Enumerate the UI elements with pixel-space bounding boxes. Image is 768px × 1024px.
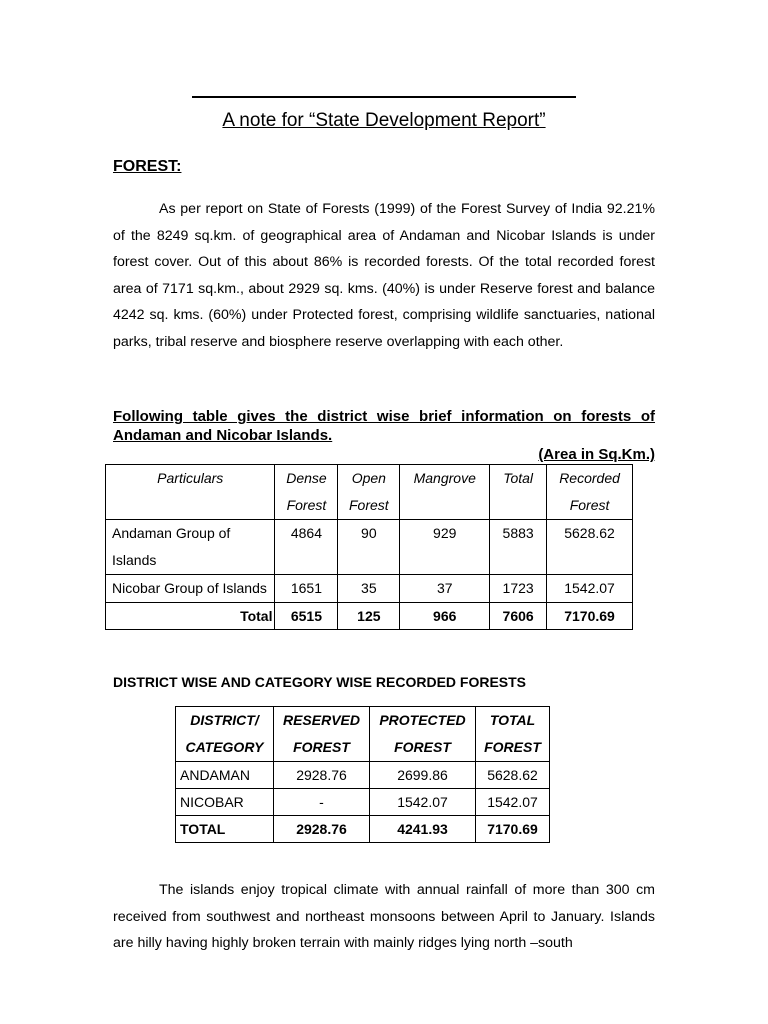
total-label: TOTAL (176, 816, 274, 843)
table-cell: 2928.76 (274, 816, 370, 843)
header-cell: RESERVED FOREST (274, 707, 370, 762)
table-cell: 1723 (490, 575, 547, 603)
table-cell: 1542.07 (547, 575, 633, 603)
table-cell: 125 (338, 603, 400, 630)
table-cell: 966 (400, 603, 490, 630)
table-cell: 1542.07 (370, 789, 476, 816)
table-cell: 4241.93 (370, 816, 476, 843)
row-label: Nicobar Group of Islands (106, 575, 275, 603)
total-label: Total (106, 603, 275, 630)
header-cell: DISTRICT/ CATEGORY (176, 707, 274, 762)
section-heading-forest: FOREST: (113, 158, 182, 175)
header-cell: PROTECTED FOREST (370, 707, 476, 762)
table-row (176, 789, 550, 816)
table-cell: 90 (338, 520, 400, 575)
district-forest-table (105, 464, 633, 630)
table-cell: 1651 (275, 575, 338, 603)
row-label: NICOBAR (176, 789, 274, 816)
header-cell: Open Forest (338, 465, 400, 520)
table-row (106, 520, 633, 575)
table-cell: 6515 (275, 603, 338, 630)
table-row (106, 575, 633, 603)
row-label: Andaman Group of Islands (106, 520, 275, 575)
table-cell: 35 (338, 575, 400, 603)
header-cell: Particulars (106, 465, 275, 520)
table1-unit-note: (Area in Sq.Km.) (538, 446, 655, 463)
forest-paragraph: As per report on State of Forests (1999) of the Forest Survey of India 92.21% of the 8249 sq.km. of geographical area of Andaman and Nicobar Islands is under forest cover. Out of this about 86% is recorded forests. Of the total recorded forest area of 7171 sq.km., about 2929 sq. kms. (40%) is under Reserve forest and balance 4242 sq. kms. (60%) under Protected forest, comprising wildlife sanctuaries, national parks, tribal reserve and biosphere reserve overlapping with each other. (113, 201, 655, 350)
table-cell: 929 (400, 520, 490, 575)
table-header-row (176, 707, 550, 762)
table-header-row (106, 465, 633, 520)
header-cell: Recorded Forest (547, 465, 633, 520)
table-total-row (106, 603, 633, 630)
table-total-row (176, 816, 550, 843)
table-cell: 37 (400, 575, 490, 603)
row-label: ANDAMAN (176, 762, 274, 789)
table-cell: 4864 (275, 520, 338, 575)
table-cell: 2699.86 (370, 762, 476, 789)
table-cell: 5883 (490, 520, 547, 575)
header-cell: Total (490, 465, 547, 520)
table-cell: 5628.62 (547, 520, 633, 575)
header-cell: TOTAL FOREST (476, 707, 550, 762)
top-rule (192, 96, 576, 98)
table-cell: 7170.69 (476, 816, 550, 843)
document-title: A note for “State Development Report” (222, 110, 546, 131)
table1-intro: Following table gives the district wise brief information on forests of Andaman and Nicobar Islands. (113, 408, 655, 444)
table-row (176, 762, 550, 789)
header-cell: Mangrove (400, 465, 490, 520)
table-cell: - (274, 789, 370, 816)
section-heading-category: DISTRICT WISE AND CATEGORY WISE RECORDED FORESTS (113, 674, 527, 690)
table-cell: 5628.62 (476, 762, 550, 789)
table-cell: 7606 (490, 603, 547, 630)
category-forest-table (175, 706, 550, 843)
header-cell: Dense Forest (275, 465, 338, 520)
table-cell: 1542.07 (476, 789, 550, 816)
table-cell: 7170.69 (547, 603, 633, 630)
table-cell: 2928.76 (274, 762, 370, 789)
climate-paragraph: The islands enjoy tropical climate with annual rainfall of more than 300 cm received from southwest and northeast monsoons between April to January. Islands are hilly having highly broken terrain with mainly ridges lying north –south (113, 882, 655, 951)
